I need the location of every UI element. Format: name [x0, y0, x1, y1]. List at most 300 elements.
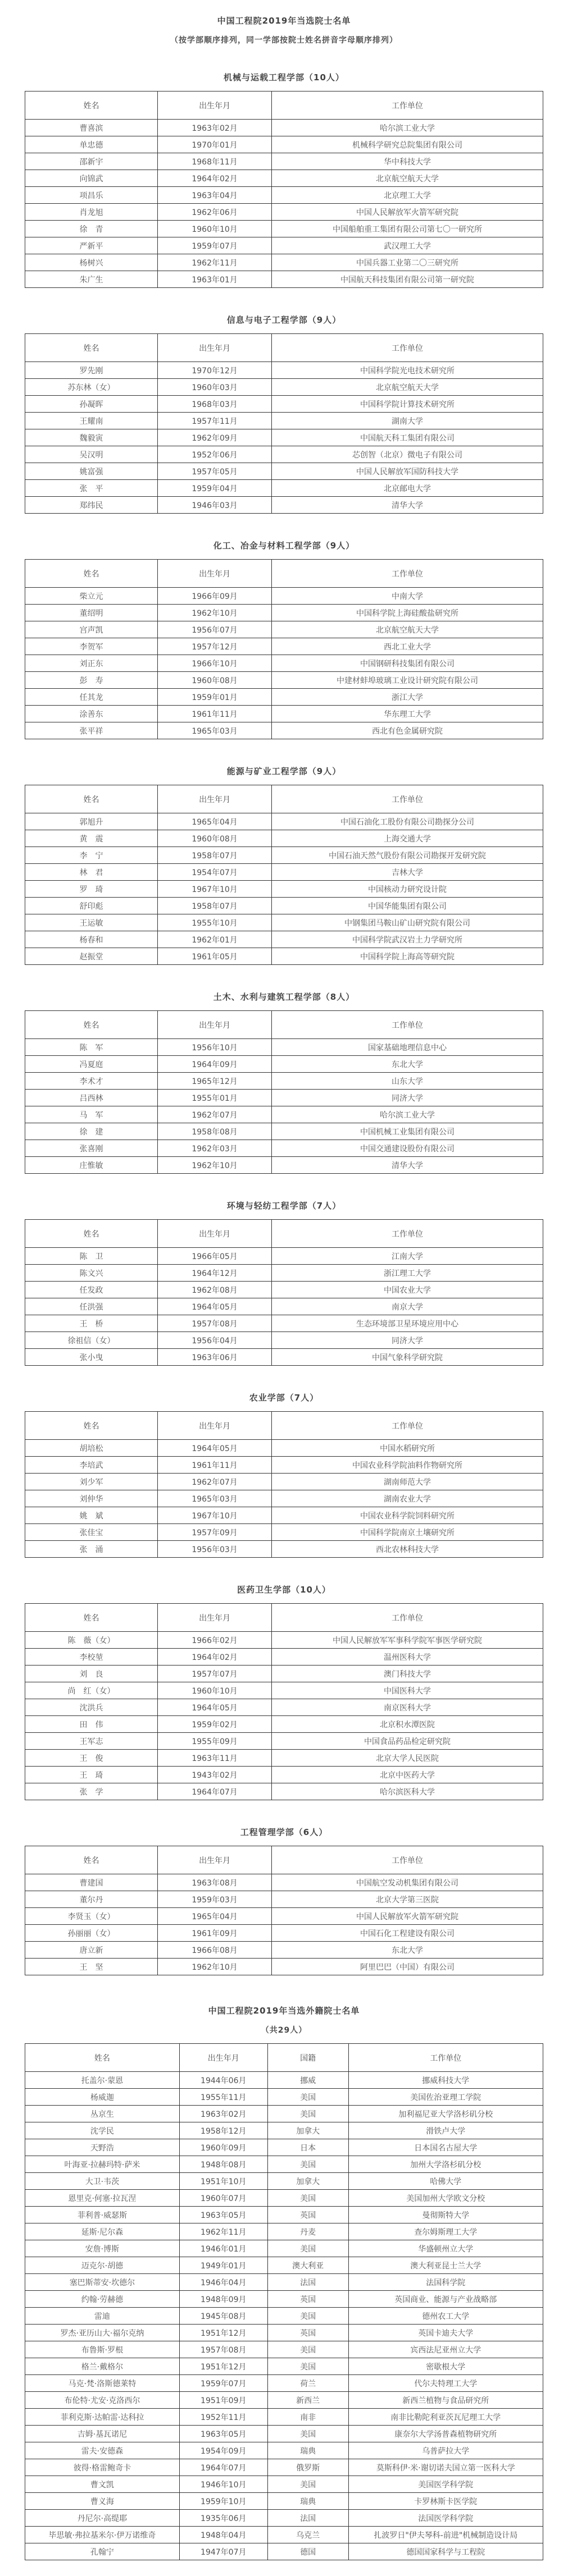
roster-table [25, 785, 543, 965]
org-cell: 北京大学第三医院 [272, 1891, 543, 1908]
table-row [25, 914, 543, 931]
name-cell: 张喜刚 [25, 1140, 158, 1157]
header-cell: 工作单位 [272, 560, 543, 588]
org-cell: 中国科学院武汉岩土力学研究所 [272, 931, 543, 948]
birth-cell: 1959年04月 [158, 480, 272, 497]
name-cell: 徐祖信（女） [25, 1332, 158, 1349]
name-cell: 杨春和 [25, 931, 158, 948]
table-row [25, 2122, 543, 2139]
header-row [25, 560, 543, 588]
table-row [25, 1315, 543, 1332]
org-cell: 上海交通大学 [272, 830, 543, 847]
section-heading: 土木、水利与建筑工程学部（8人） [213, 992, 355, 1002]
header-row [25, 2044, 543, 2072]
nationality-cell: 瑞典 [267, 2442, 348, 2459]
table-row [25, 413, 543, 429]
birth-cell: 1960年03月 [158, 379, 272, 396]
section-heading: 能源与矿业工程学部（9人） [226, 766, 342, 776]
table-row [25, 379, 543, 396]
birth-cell: 1960年07月 [179, 2190, 267, 2207]
birth-cell: 1957年08月 [179, 2341, 267, 2358]
org-cell: 扎波罗日"伊夫琴科-前进"机械制造设计局 [348, 2527, 543, 2543]
nationality-cell: 丹麦 [267, 2223, 348, 2240]
org-cell: 北京积水潭医院 [272, 1716, 543, 1733]
table-row [25, 830, 543, 847]
table-row [25, 1298, 543, 1315]
table-row [25, 1524, 543, 1541]
birth-cell: 1957年12月 [158, 638, 272, 655]
birth-cell: 1958年07月 [158, 847, 272, 864]
name-cell: 曹喜滨 [25, 120, 158, 136]
section-heading: 农业学部（7人） [249, 1393, 319, 1403]
name-cell: 罗先刚 [25, 362, 158, 379]
table-row [25, 2156, 543, 2173]
roster-table [25, 2043, 543, 2560]
name-cell: 托盖尔·蒙恩 [25, 2072, 180, 2089]
name-cell: 唐立新 [25, 1942, 158, 1959]
table-row [25, 237, 543, 254]
birth-cell: 1964年07月 [179, 2459, 267, 2476]
org-cell: 曼彻斯特大学 [348, 2207, 543, 2223]
table-row [25, 2476, 543, 2493]
name-cell: 安詹·博斯 [25, 2240, 180, 2257]
org-cell: 中国船舶重工集团有限公司第七〇一研究所 [272, 221, 543, 237]
org-cell: 国家基础地理信息中心 [272, 1039, 543, 1056]
roster-table [25, 1219, 543, 1366]
table-row [25, 1632, 543, 1649]
nationality-cell: 美国 [267, 2426, 348, 2442]
name-cell: 布伦特·尤安·克洛西尔 [25, 2392, 180, 2409]
org-cell: 中国科学院计算技术研究所 [272, 396, 543, 413]
name-cell: 宫声凯 [25, 621, 158, 638]
birth-cell: 1970年12月 [158, 362, 272, 379]
org-cell: 法国科学院 [348, 2274, 543, 2291]
table-row [25, 2510, 543, 2527]
birth-cell: 1956年04月 [158, 1332, 272, 1349]
header-cell: 姓名 [25, 1220, 158, 1248]
nationality-cell: 南非 [267, 2409, 348, 2426]
table-row [25, 1507, 543, 1524]
table-row [25, 254, 543, 271]
birth-cell: 1966年09月 [158, 588, 272, 605]
name-cell: 单忠德 [25, 136, 158, 153]
birth-cell: 1963年02月 [158, 120, 272, 136]
table-row [25, 2459, 543, 2476]
birth-cell: 1965年04月 [158, 1908, 272, 1925]
table-row [25, 931, 543, 948]
org-cell: 东北大学 [272, 1056, 543, 1073]
birth-cell: 1965年04月 [158, 813, 272, 830]
birth-cell: 1960年08月 [158, 830, 272, 847]
header-cell: 工作单位 [272, 91, 543, 120]
birth-cell: 1951年12月 [179, 2358, 267, 2375]
header-cell: 出生年月 [158, 334, 272, 362]
table-row [25, 1783, 543, 1800]
birth-cell: 1948年04月 [179, 2527, 267, 2543]
name-cell: 陈 卫 [25, 1248, 158, 1265]
nationality-cell: 美国 [267, 2358, 348, 2375]
nationality-cell: 英国 [267, 2325, 348, 2341]
name-cell: 雷迪 [25, 2308, 180, 2325]
header-cell: 姓名 [25, 560, 158, 588]
table-row [25, 655, 543, 672]
header-cell: 姓名 [25, 1604, 158, 1632]
org-cell: 芯创智（北京）微电子有限公司 [272, 446, 543, 463]
header-row [25, 1412, 543, 1440]
table-row [25, 271, 543, 288]
birth-cell: 1962年10月 [158, 605, 272, 621]
birth-cell: 1957年05月 [158, 463, 272, 480]
org-cell: 法国医学科学院 [348, 2510, 543, 2527]
table-row [25, 1666, 543, 1682]
name-cell: 马克·梵·洛斯德莱特 [25, 2375, 180, 2392]
table-row [25, 813, 543, 830]
name-cell: 彭 寿 [25, 672, 158, 689]
org-cell: 康奈尔大学汤普森植物研究所 [348, 2426, 543, 2442]
name-cell: 布鲁斯·罗根 [25, 2341, 180, 2358]
name-cell: 李术才 [25, 1073, 158, 1090]
org-cell: 华盛顿州立大学 [348, 2240, 543, 2257]
birth-cell: 1962年11月 [179, 2223, 267, 2240]
nationality-cell: 澳大利亚 [267, 2257, 348, 2274]
name-cell: 邵新宇 [25, 153, 158, 170]
header-cell: 姓名 [25, 91, 158, 120]
birth-cell: 1949年01月 [179, 2257, 267, 2274]
name-cell: 约翰·劳赫德 [25, 2291, 180, 2308]
table-row [25, 1039, 543, 1056]
birth-cell: 1962年10月 [158, 1959, 272, 1975]
org-cell: 阿里巴巴（中国）有限公司 [272, 1959, 543, 1975]
name-cell: 刘仲华 [25, 1490, 158, 1507]
section-heading: 工程管理学部（6人） [240, 1827, 328, 1837]
table-row [25, 1332, 543, 1349]
roster-table [25, 1603, 543, 1800]
header-cell: 出生年月 [179, 2044, 267, 2072]
birth-cell: 1966年08月 [158, 1942, 272, 1959]
name-cell: 任其龙 [25, 689, 158, 706]
table-row [25, 1649, 543, 1666]
table-row [25, 2072, 543, 2089]
org-cell: 美国佐治亚理工学院 [348, 2089, 543, 2106]
name-cell: 魏毅寅 [25, 429, 158, 446]
org-cell: 哈尔滨工业大学 [272, 120, 543, 136]
birth-cell: 1964年05月 [158, 1699, 272, 1716]
table-row [25, 672, 543, 689]
header-row [25, 1011, 543, 1039]
header-cell: 姓名 [25, 1011, 158, 1039]
header-cell: 出生年月 [158, 1846, 272, 1874]
org-cell: 湖南农业大学 [272, 1490, 543, 1507]
name-cell: 孙丽丽（女） [25, 1925, 158, 1942]
name-cell: 菲利克斯·达帕雷·达科拉 [25, 2409, 180, 2426]
header-cell: 工作单位 [272, 785, 543, 813]
name-cell: 任洪强 [25, 1298, 158, 1315]
org-cell: 挪威科技大学 [348, 2072, 543, 2089]
birth-cell: 1959年07月 [158, 237, 272, 254]
name-cell: 郑纬民 [25, 497, 158, 514]
org-cell: 中国人民解放军军事科学院军事医学研究院 [272, 1632, 543, 1649]
header-row [25, 1220, 543, 1248]
org-cell: 哈尔滨医科大学 [272, 1783, 543, 1800]
org-cell: 华东理工大学 [272, 706, 543, 722]
birth-cell: 1948年09月 [179, 2291, 267, 2308]
org-cell: 德州农工大学 [348, 2308, 543, 2325]
header-cell: 出生年月 [158, 1220, 272, 1248]
header-row [25, 1604, 543, 1632]
org-cell: 南京大学 [272, 1298, 543, 1315]
name-cell: 张 平 [25, 480, 158, 497]
name-cell: 王运敏 [25, 914, 158, 931]
birth-cell: 1963年08月 [158, 1874, 272, 1891]
birth-cell: 1962年06月 [158, 204, 272, 221]
birth-cell: 1944年06月 [179, 2072, 267, 2089]
birth-cell: 1963年01月 [158, 271, 272, 288]
birth-cell: 1960年09月 [179, 2139, 267, 2156]
name-cell: 舒印彪 [25, 898, 158, 914]
table-row [25, 463, 543, 480]
org-cell: 西北有色金属研究院 [272, 722, 543, 739]
table-row [25, 2442, 543, 2459]
header-cell: 工作单位 [272, 1604, 543, 1632]
nationality-cell: 乌克兰 [267, 2527, 348, 2543]
name-cell: 丛京生 [25, 2106, 180, 2122]
name-cell: 大卫·韦茨 [25, 2173, 180, 2190]
header-cell: 工作单位 [348, 2044, 543, 2072]
table-row [25, 1959, 543, 1975]
header-cell: 工作单位 [272, 1846, 543, 1874]
name-cell: 吴汉明 [25, 446, 158, 463]
org-cell: 中国人民解放军火箭军研究院 [272, 1908, 543, 1925]
org-cell: 宾西法尼亚州立大学 [348, 2341, 543, 2358]
org-cell: 哈尔滨工业大学 [272, 1106, 543, 1123]
name-cell: 丹尼尔·高缇耶 [25, 2510, 180, 2527]
table-row [25, 120, 543, 136]
table-row [25, 2089, 543, 2106]
name-cell: 吉姆·基瓦诺尼 [25, 2426, 180, 2442]
table-row [25, 136, 543, 153]
birth-cell: 1962年03月 [158, 1140, 272, 1157]
name-cell: 严新平 [25, 237, 158, 254]
org-cell: 中国钢研科技集团有限公司 [272, 655, 543, 672]
org-cell: 新西兰植物与食品研究所 [348, 2392, 543, 2409]
table-row [25, 689, 543, 706]
birth-cell: 1951年12月 [179, 2325, 267, 2341]
birth-cell: 1961年11月 [158, 1457, 272, 1474]
birth-cell: 1961年11月 [158, 706, 272, 722]
org-cell: 浙江理工大学 [272, 1265, 543, 1282]
nationality-cell: 德国 [267, 2543, 348, 2560]
name-cell: 李培武 [25, 1457, 158, 1474]
org-cell: 英国卡迪夫大学 [348, 2325, 543, 2341]
table-row [25, 396, 543, 413]
org-cell: 英国商业、能源与产业战略部 [348, 2291, 543, 2308]
table-row [25, 1750, 543, 1767]
name-cell: 冯夏庭 [25, 1056, 158, 1073]
header-row [25, 1846, 543, 1874]
table-row [25, 638, 543, 655]
header-cell: 出生年月 [158, 1412, 272, 1440]
name-cell: 林 君 [25, 864, 158, 881]
birth-cell: 1957年08月 [158, 1315, 272, 1332]
birth-cell: 1952年11月 [179, 2409, 267, 2426]
name-cell: 向锦武 [25, 170, 158, 187]
org-cell: 中国石化工程建设有限公司 [272, 1925, 543, 1942]
roster-table [25, 559, 543, 739]
org-cell: 湖南大学 [272, 413, 543, 429]
name-cell: 曹义海 [25, 2493, 180, 2510]
table-row [25, 2223, 543, 2240]
header-cell: 姓名 [25, 1412, 158, 1440]
org-cell: 机械科学研究总院集团有限公司 [272, 136, 543, 153]
org-cell: 澳门科技大学 [272, 1666, 543, 1682]
name-cell: 曹建国 [25, 1874, 158, 1891]
birth-cell: 1964年02月 [158, 170, 272, 187]
name-cell: 李 宁 [25, 847, 158, 864]
table-row [25, 1541, 543, 1558]
name-cell: 王 桥 [25, 1315, 158, 1332]
birth-cell: 1957年09月 [158, 1524, 272, 1541]
header-cell: 出生年月 [158, 1604, 272, 1632]
name-cell: 恩里克·何塞·拉瓦涅 [25, 2190, 180, 2207]
birth-cell: 1945年08月 [179, 2308, 267, 2325]
birth-cell: 1959年01月 [158, 689, 272, 706]
table-row [25, 1474, 543, 1490]
table-row [25, 1942, 543, 1959]
birth-cell: 1962年10月 [158, 1157, 272, 1174]
table-row [25, 446, 543, 463]
birth-cell: 1962年11月 [158, 254, 272, 271]
table-row [25, 1490, 543, 1507]
table-row [25, 2190, 543, 2207]
birth-cell: 1967年10月 [158, 1507, 272, 1524]
table-row [25, 2392, 543, 2409]
header-cell: 出生年月 [158, 1011, 272, 1039]
name-cell: 天野浩 [25, 2139, 180, 2156]
name-cell: 庄惟敏 [25, 1157, 158, 1174]
name-cell: 苏东林（女） [25, 379, 158, 396]
birth-cell: 1965年03月 [158, 1490, 272, 1507]
header-cell: 工作单位 [272, 1220, 543, 1248]
org-cell: 中国科学院上海硅酸盐研究所 [272, 605, 543, 621]
table-row [25, 221, 543, 237]
name-cell: 菲利普·威瑟斯 [25, 2207, 180, 2223]
org-cell: 浙江大学 [272, 689, 543, 706]
org-cell: 中南大学 [272, 588, 543, 605]
nationality-cell: 美国 [267, 2240, 348, 2257]
table-row [25, 864, 543, 881]
org-cell: 滑铁卢大学 [348, 2122, 543, 2139]
nationality-cell: 俄罗斯 [267, 2459, 348, 2476]
section-heading: 机械与运载工程学部（10人） [224, 72, 344, 83]
org-cell: 哈佛大学 [348, 2173, 543, 2190]
table-row [25, 722, 543, 739]
domestic-sections [0, 71, 568, 1975]
foreign-subtitle: （共29人） [261, 2026, 307, 2035]
org-cell: 密歇根大学 [348, 2358, 543, 2375]
birth-cell: 1955年11月 [179, 2089, 267, 2106]
org-cell: 中国食品药品检定研究院 [272, 1733, 543, 1750]
table-row [25, 1682, 543, 1699]
org-cell: 中国机械工业集团有限公司 [272, 1123, 543, 1140]
birth-cell: 1959年03月 [158, 1891, 272, 1908]
birth-cell: 1954年09月 [179, 2442, 267, 2459]
table-row [25, 1440, 543, 1457]
name-cell: 徐 青 [25, 221, 158, 237]
name-cell: 任发政 [25, 1282, 158, 1298]
org-cell: 南京医科大学 [272, 1699, 543, 1716]
birth-cell: 1960年08月 [158, 672, 272, 689]
table-row [25, 1073, 543, 1090]
name-cell: 董绍明 [25, 605, 158, 621]
org-cell: 中国华能集团有限公司 [272, 898, 543, 914]
org-cell: 莫斯科伊·米·谢切诺夫国立第一医科大学 [348, 2459, 543, 2476]
header-cell: 出生年月 [158, 560, 272, 588]
table-row [25, 204, 543, 221]
birth-cell: 1959年10月 [179, 2493, 267, 2510]
table-row [25, 1248, 543, 1265]
table-row [25, 2325, 543, 2341]
org-cell: 中国农业科学院饲料研究所 [272, 1507, 543, 1524]
org-cell: 中国农业科学院油料作物研究所 [272, 1457, 543, 1474]
name-cell: 李贺军 [25, 638, 158, 655]
header-cell: 国籍 [267, 2044, 348, 2072]
table-row [25, 2257, 543, 2274]
org-cell: 中国石油化工股份有限公司勘探分公司 [272, 813, 543, 830]
table-row [25, 480, 543, 497]
birth-cell: 1946年01月 [179, 2240, 267, 2257]
birth-cell: 1964年12月 [158, 1265, 272, 1282]
roster-table [25, 1010, 543, 1174]
name-cell: 李贤玉（女） [25, 1908, 158, 1925]
table-row [25, 2527, 543, 2543]
org-cell: 德国国家科学与工程院 [348, 2543, 543, 2560]
header-cell: 工作单位 [272, 1011, 543, 1039]
table-row [25, 2291, 543, 2308]
header-cell: 出生年月 [158, 785, 272, 813]
name-cell: 张小曳 [25, 1349, 158, 1366]
org-cell: 吉林大学 [272, 864, 543, 881]
name-cell: 王 俊 [25, 1750, 158, 1767]
org-cell: 查尔姆斯理工大学 [348, 2223, 543, 2240]
org-cell: 乌普萨拉大学 [348, 2442, 543, 2459]
name-cell: 刘少军 [25, 1474, 158, 1490]
name-cell: 杨树兴 [25, 254, 158, 271]
table-row [25, 898, 543, 914]
table-row [25, 1767, 543, 1783]
nationality-cell: 法国 [267, 2510, 348, 2527]
header-cell: 姓名 [25, 1846, 158, 1874]
name-cell: 项昌乐 [25, 187, 158, 204]
birth-cell: 1943年02月 [158, 1767, 272, 1783]
name-cell: 张平祥 [25, 722, 158, 739]
birth-cell: 1960年10月 [158, 1682, 272, 1699]
birth-cell: 1964年05月 [158, 1298, 272, 1315]
nationality-cell: 荷兰 [267, 2375, 348, 2392]
table-row [25, 2358, 543, 2375]
table-row [25, 2409, 543, 2426]
doc-subtitle: （按学部顺序排列，同一学部按院士姓名拼音字母顺序排列） [170, 36, 398, 45]
section-heading: 化工、冶金与材料工程学部（9人） [213, 541, 355, 551]
roster-table [25, 333, 543, 514]
name-cell: 董尔丹 [25, 1891, 158, 1908]
table-row [25, 1925, 543, 1942]
name-cell: 杨威迦 [25, 2089, 180, 2106]
birth-cell: 1963年02月 [179, 2106, 267, 2122]
nationality-cell: 美国 [267, 2089, 348, 2106]
birth-cell: 1955年01月 [158, 1090, 272, 1106]
table-row [25, 1157, 543, 1174]
birth-cell: 1957年07月 [158, 1666, 272, 1682]
